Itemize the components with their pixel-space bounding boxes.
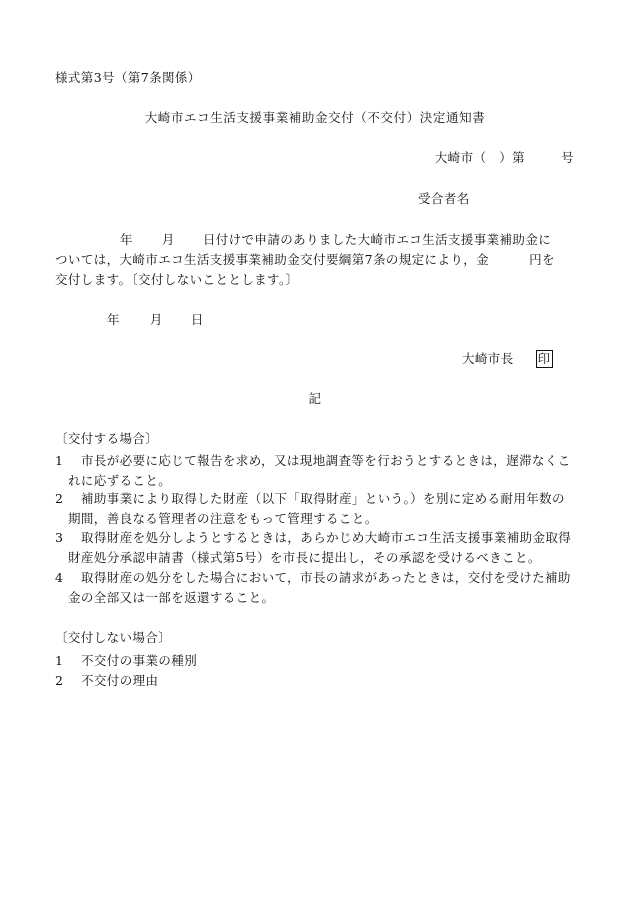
grant-item-number: 4 bbox=[55, 570, 64, 585]
doc-number-suffix: 号 bbox=[561, 150, 574, 165]
document-title: 大崎市エコ生活支援事業補助金交付（不交付）決定通知書 bbox=[144, 110, 486, 125]
grant-item bbox=[55, 451, 580, 491]
body-line-2-yen: 円を bbox=[529, 252, 555, 267]
doc-number-prefix: 大崎市（ ）第 bbox=[434, 150, 526, 165]
grant-item bbox=[55, 568, 580, 608]
form-number: 様式第3号（第7条関係） bbox=[55, 70, 201, 85]
grant-item-number: 2 bbox=[55, 491, 64, 506]
issuer-line bbox=[462, 349, 553, 369]
grant-item-text-2: 期間，善良なる管理者の注意をもって管理すること。 bbox=[68, 511, 378, 526]
grant-item-text-2: 財産処分承認申請書（様式第5号）を市長に提出し，その承認を受けるべきこと。 bbox=[68, 550, 541, 565]
mayor-label: 大崎市長 bbox=[462, 351, 514, 366]
recipient-label: 受合者名 bbox=[418, 191, 470, 206]
nongrant-item-text: 不交付の事業の種別 bbox=[81, 653, 198, 668]
grant-section-heading: 〔交付する場合〕 bbox=[55, 431, 159, 446]
date-day: 日 bbox=[190, 312, 204, 327]
grant-item-number: 3 bbox=[55, 530, 64, 545]
date-month: 月 bbox=[149, 312, 163, 327]
body-line-1 bbox=[55, 230, 551, 250]
grant-item-text-1: 補助事業により取得した財産（以下「取得財産」という。）を別に定める耐用年数の bbox=[81, 491, 565, 506]
nongrant-item bbox=[55, 651, 580, 671]
grant-item-text-2: れに応ずること。 bbox=[68, 473, 172, 488]
grant-item-number: 1 bbox=[55, 453, 64, 468]
document-number bbox=[435, 148, 574, 168]
body-line-1-text: 日付けで申請のありました大崎市エコ生活支援事業補助金に bbox=[202, 232, 552, 247]
grant-item-text-2: 金の全部又は一部を返還すること。 bbox=[68, 590, 275, 605]
issue-date bbox=[55, 310, 204, 330]
grant-item bbox=[55, 528, 580, 568]
grant-item-text-1: 市長が必要に応じて報告を求め，又は現地調査等を行おうとするときは，遅滞なくこ bbox=[81, 453, 571, 468]
date-year: 年 bbox=[107, 312, 120, 327]
grant-item-text-1: 取得財産の処分をした場合において，市長の請求があったときは，交付を受けた補助 bbox=[81, 570, 571, 585]
nongrant-section-heading: 〔交付しない場合〕 bbox=[55, 630, 172, 645]
grant-item-text-1: 取得財産を処分しようとするときは，あらかじめ大崎市エコ生活支援事業補助金取得 bbox=[81, 530, 572, 545]
nongrant-item-number: 2 bbox=[55, 673, 64, 688]
nongrant-item-number: 1 bbox=[55, 653, 64, 668]
ki-heading: 記 bbox=[308, 391, 322, 406]
seal-mark: 印 bbox=[537, 351, 551, 366]
grant-item bbox=[55, 489, 580, 529]
nongrant-item bbox=[55, 671, 580, 691]
nongrant-item-text: 不交付の理由 bbox=[81, 673, 159, 688]
body-line-2 bbox=[55, 250, 555, 270]
body-line-2-text: ついては，大崎市エコ生活支援事業補助金交付要綱第7条の規定により，金 bbox=[55, 252, 490, 267]
body-month: 月 bbox=[161, 232, 175, 247]
body-year: 年 bbox=[120, 232, 133, 247]
body-line-3: 交付します。〔交付しないこととします。〕 bbox=[55, 272, 299, 287]
